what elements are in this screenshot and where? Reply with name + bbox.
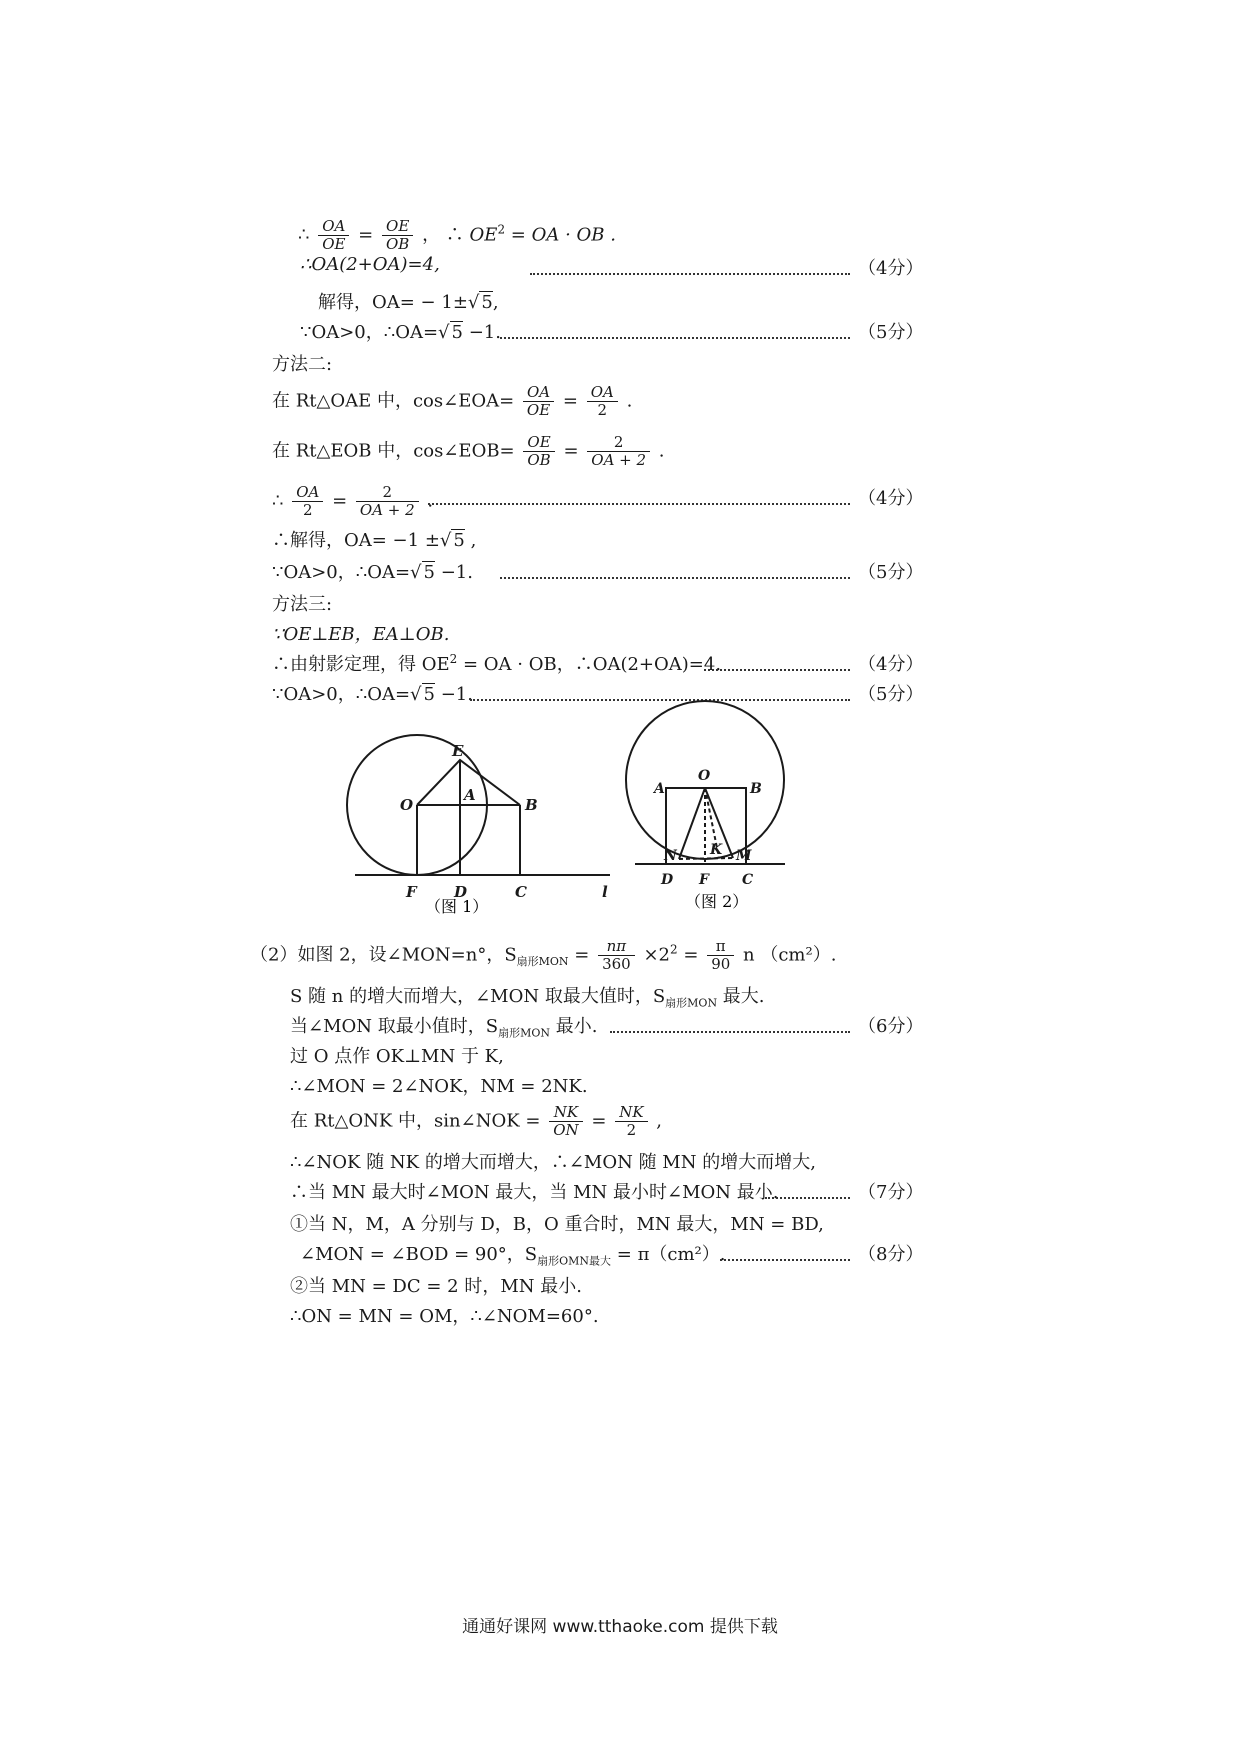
figure-2-caption: （图 2） bbox=[685, 892, 749, 911]
dot-leader bbox=[500, 577, 850, 579]
fraction: $\frac{OA}{OE}$ bbox=[318, 218, 349, 253]
part-2-line-8: ∴当 MN 最大时∠MON 最大，当 MN 最小时∠MON 最小. （7分） bbox=[0, 1172, 1240, 1212]
dot-leader bbox=[530, 273, 850, 275]
fraction: $\frac{OE}{OB}$ bbox=[382, 218, 413, 253]
label-N: N bbox=[664, 848, 677, 864]
method-3-heading: 方法三: bbox=[272, 594, 333, 615]
part-2-line-4: 过 O 点作 OK⊥MN 于 K, bbox=[290, 1046, 504, 1067]
label-C: C bbox=[742, 872, 754, 888]
part-2-line-9: ①当 N，M，A 分别与 D，B，O 重合时，MN 最大，MN = BD, bbox=[290, 1214, 824, 1235]
label-A: A bbox=[464, 786, 476, 804]
score-label: （5分） bbox=[858, 322, 924, 343]
line-7: 在 Rt△EOB 中，cos∠EOB= $\frac{OE}{OB}$ = $\frac{2}{OA + 2}$ . bbox=[272, 433, 665, 469]
label-B: B bbox=[750, 781, 762, 797]
line-1: ∴ $\frac{OA}{OE}$ = $\frac{OE}{OB}$ ， ∴ $OE^2$ = OA · OB . bbox=[298, 217, 616, 253]
label-B: B bbox=[525, 796, 538, 814]
figure-1-caption: （图 1） bbox=[425, 897, 489, 915]
footer-credit: 通通好课网 www.tthaoke.com 提供下载 bbox=[462, 1617, 778, 1637]
label-l: l bbox=[602, 883, 608, 901]
label-O: O bbox=[400, 796, 414, 814]
label-F: F bbox=[699, 872, 709, 888]
line-14: ∵OA>0，∴OA=√ 5 −1. （5分） bbox=[0, 674, 1240, 714]
label-A: A bbox=[654, 781, 665, 797]
part-2-line-3: 当∠MON 取最小值时，$S_{扇形MON}$ 最小. （6分） bbox=[0, 1006, 1240, 1046]
part-2-line-6: 在 Rt△ONK 中，sin∠NOK = $\frac{NK}{ON}$ = $\frac{NK}{2}$ , bbox=[290, 1103, 662, 1139]
dot-leader bbox=[610, 1031, 850, 1033]
part-2-line-2: S 随 n 的增大而增大，∠MON 取最大值时，$S_{扇形MON}$ 最大. bbox=[290, 986, 765, 1010]
score-label: （8分） bbox=[858, 1244, 924, 1265]
score-label: （5分） bbox=[858, 562, 924, 583]
label-O: O bbox=[698, 768, 711, 784]
part-2-line-10: ∠MON = ∠BOD = 90°，$S_{扇形OMN最大} = \pi(cm^2)$. （8分） bbox=[0, 1234, 1240, 1274]
line-4: ∵OA>0，∴OA=√ 5 −1. （5分） bbox=[0, 312, 1240, 352]
score-label: （5分） bbox=[858, 684, 924, 705]
score-label: （4分） bbox=[858, 654, 924, 675]
label-D: D bbox=[454, 883, 468, 901]
score-label: （7分） bbox=[858, 1182, 924, 1203]
line-13: ∴由射影定理，得 $OE^2$ = OA · OB，∴OA(2+OA)=4. （4分） bbox=[272, 652, 924, 675]
dot-leader bbox=[704, 669, 850, 671]
score-label: （4分） bbox=[858, 258, 924, 279]
line-12: ∵OE⊥EB，EA⊥OB. bbox=[272, 624, 450, 645]
dot-leader bbox=[500, 337, 850, 339]
line-8: ∴ $\frac{OA}{2}$ = $\frac{2}{OA + 2}$ . （4分） bbox=[272, 483, 924, 519]
geometry-figures bbox=[340, 700, 820, 915]
dot-leader bbox=[765, 1197, 850, 1199]
label-F: F bbox=[406, 883, 417, 901]
label-D: D bbox=[661, 872, 674, 888]
part-2-line-11: ②当 MN = DC = 2 时，MN 最小. bbox=[290, 1276, 582, 1297]
label-K: K bbox=[710, 842, 723, 858]
label-E: E bbox=[452, 742, 464, 760]
line-6: 在 Rt△OAE 中，cos∠EOA= $\frac{OA}{OE}$ = $\frac{OA}{2}$ . bbox=[272, 383, 633, 419]
score-label: （6分） bbox=[858, 1016, 924, 1037]
score-label: （4分） bbox=[858, 488, 924, 509]
therefore-symbol: ∴ bbox=[298, 224, 310, 246]
line-3: 解得，OA= − 1±√ 5, bbox=[318, 292, 499, 313]
part-2-line-1: （2）如图 2，设∠MON=n°，$S_{扇形MON}$ = $\frac{n\pi}{360}$ $\times 2^2$ = $\frac{\pi}{90}$ n （cm²）. bbox=[250, 937, 837, 973]
line-10: ∵OA>0，∴OA=√ 5 −1. （5分） bbox=[0, 552, 1240, 592]
label-M: M bbox=[736, 848, 752, 864]
part-2-line-7: ∴∠NOK 随 NK 的增大而增大，∴∠MON 随 MN 的增大而增大, bbox=[290, 1152, 816, 1173]
line-9: ∴解得，OA= −1 ±√ 5 , bbox=[272, 530, 477, 551]
line-2: ∴OA(2+OA)=4, （4分） bbox=[300, 254, 924, 279]
dot-leader bbox=[428, 503, 850, 505]
part-2-line-5: ∴∠MON = 2∠NOK，NM = 2NK. bbox=[290, 1076, 588, 1097]
label-C: C bbox=[515, 883, 527, 901]
figure-1 bbox=[347, 735, 610, 875]
part-2-line-12: ∴ON = MN = OM，∴∠NOM=60°. bbox=[290, 1306, 599, 1327]
method-2-heading: 方法二: bbox=[272, 354, 333, 375]
dot-leader bbox=[720, 1259, 850, 1261]
